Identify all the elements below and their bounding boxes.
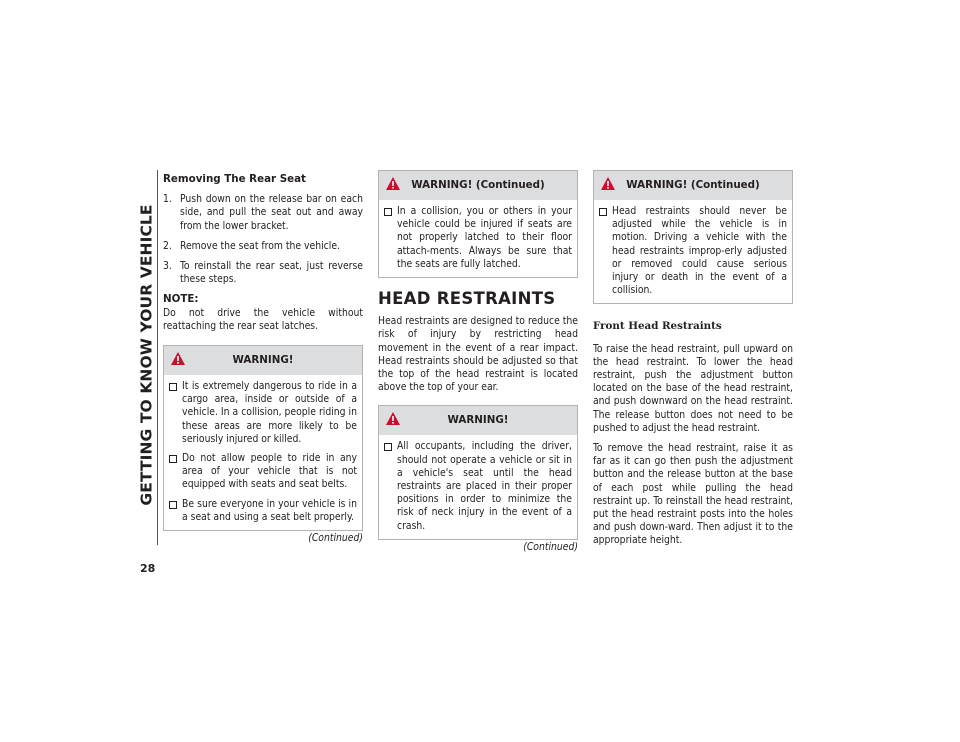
checkbox-bullet-icon	[384, 208, 392, 216]
front-head-restraints-heading: Front Head Restraints	[593, 320, 722, 333]
note-text: Do not drive the vehicle without reattaching the rear seat latches.	[163, 306, 363, 332]
removal-steps	[163, 193, 363, 286]
head-restraints-heading: HEAD RESTRAINTS	[378, 289, 556, 309]
warning-continued-box	[593, 170, 793, 304]
column-3	[593, 170, 793, 555]
checkbox-bullet-icon	[169, 455, 177, 463]
step-item: 2. Remove the seat from the vehicle.	[163, 239, 340, 252]
warning-triangle-icon	[171, 352, 185, 365]
warning-triangle-icon	[386, 412, 400, 425]
warning-body	[379, 200, 577, 277]
page-number: 28	[140, 562, 156, 575]
warning-header	[379, 406, 577, 435]
warning-item: It is extremely dangerous to ride in a cargo area, inside or outside of a vehicle. In a collision, people riding in these areas are more likely to be seriously injured or killed.	[169, 380, 357, 446]
checkbox-bullet-icon	[169, 501, 177, 509]
section-divider	[157, 170, 158, 545]
checkbox-bullet-icon	[169, 383, 177, 391]
column-2	[378, 170, 578, 554]
warning-box	[163, 345, 363, 531]
warning-triangle-icon	[386, 177, 400, 190]
warning-item: Head restraints should never be adjusted while the vehicle is in motion. Driving a vehicle with the head restraints improp-erly adjusted or removed could cause serious injury or death in the event of a collision.	[599, 205, 787, 297]
warning-title: WARNING!	[447, 414, 509, 427]
front-head-restraints-paragraph: To remove the head restraint, raise it as far as it can go then push the adjustment button and the release button at the base of each post while pulling the head restraint up. To reinstall the head restraint, put the head restraint posts into the holes and push down-ward. Then adjust it to the appropriate height.	[593, 442, 793, 547]
warning-item: Do not allow people to ride in any area of your vehicle that is not equipped with seats and seat belts.	[169, 452, 357, 492]
warning-header	[164, 346, 362, 375]
warning-header	[594, 171, 792, 200]
warning-title: WARNING! (Continued)	[626, 178, 760, 191]
section-title: GETTING TO KNOW YOUR VEHICLE	[138, 204, 157, 506]
front-head-restraints-paragraph: To raise the head restraint, pull upward on the head restraint. To lower the head restraint, push the adjustment button located on the base of the head restraint, and push downward on the head restraint. The release button does not need to be pushed to adjust the head restraint.	[593, 342, 793, 434]
warning-header	[379, 171, 577, 200]
warning-box	[378, 405, 578, 539]
warning-item: All occupants, including the driver, should not operate a vehicle or sit in a vehicle's seat until the head restraints are placed in their proper positions in order to minimize the risk of neck injury in the event of a crash.	[384, 440, 572, 532]
continued-label: (Continued)	[523, 540, 578, 553]
warning-item: Be sure everyone in your vehicle is in a seat and using a seat belt properly.	[169, 498, 357, 524]
note-label: NOTE:	[163, 293, 199, 306]
removing-rear-seat-heading: Removing The Rear Seat	[163, 173, 306, 185]
continued-label: (Continued)	[308, 532, 363, 545]
warning-title: WARNING! (Continued)	[411, 178, 545, 191]
warning-body	[164, 375, 362, 530]
head-restraints-paragraph: Head restraints are designed to reduce the risk of injury by restricting head movement in the event of a rear impact. Head restraints should be adjusted so that the top of the head restraint is located above the top of your ear.	[378, 315, 578, 394]
warning-continued-box	[378, 170, 578, 278]
warning-triangle-icon	[601, 177, 615, 190]
section-tab	[136, 170, 158, 540]
warning-item: In a collision, you or others in your vehicle could be injured if seats are not properly latched to their floor attach-ments. Always be sure that the seats are fully latched.	[384, 205, 572, 271]
step-item: 3. To reinstall the rear seat, just reverse these steps.	[163, 260, 363, 286]
warning-body	[379, 435, 577, 538]
checkbox-bullet-icon	[384, 443, 392, 451]
step-item: 1. Push down on the release bar on each side, and pull the seat out and away from the lower bracket.	[163, 193, 363, 232]
warning-body	[594, 200, 792, 303]
warning-title: WARNING!	[232, 353, 294, 366]
column-1	[163, 170, 363, 545]
checkbox-bullet-icon	[599, 208, 607, 216]
